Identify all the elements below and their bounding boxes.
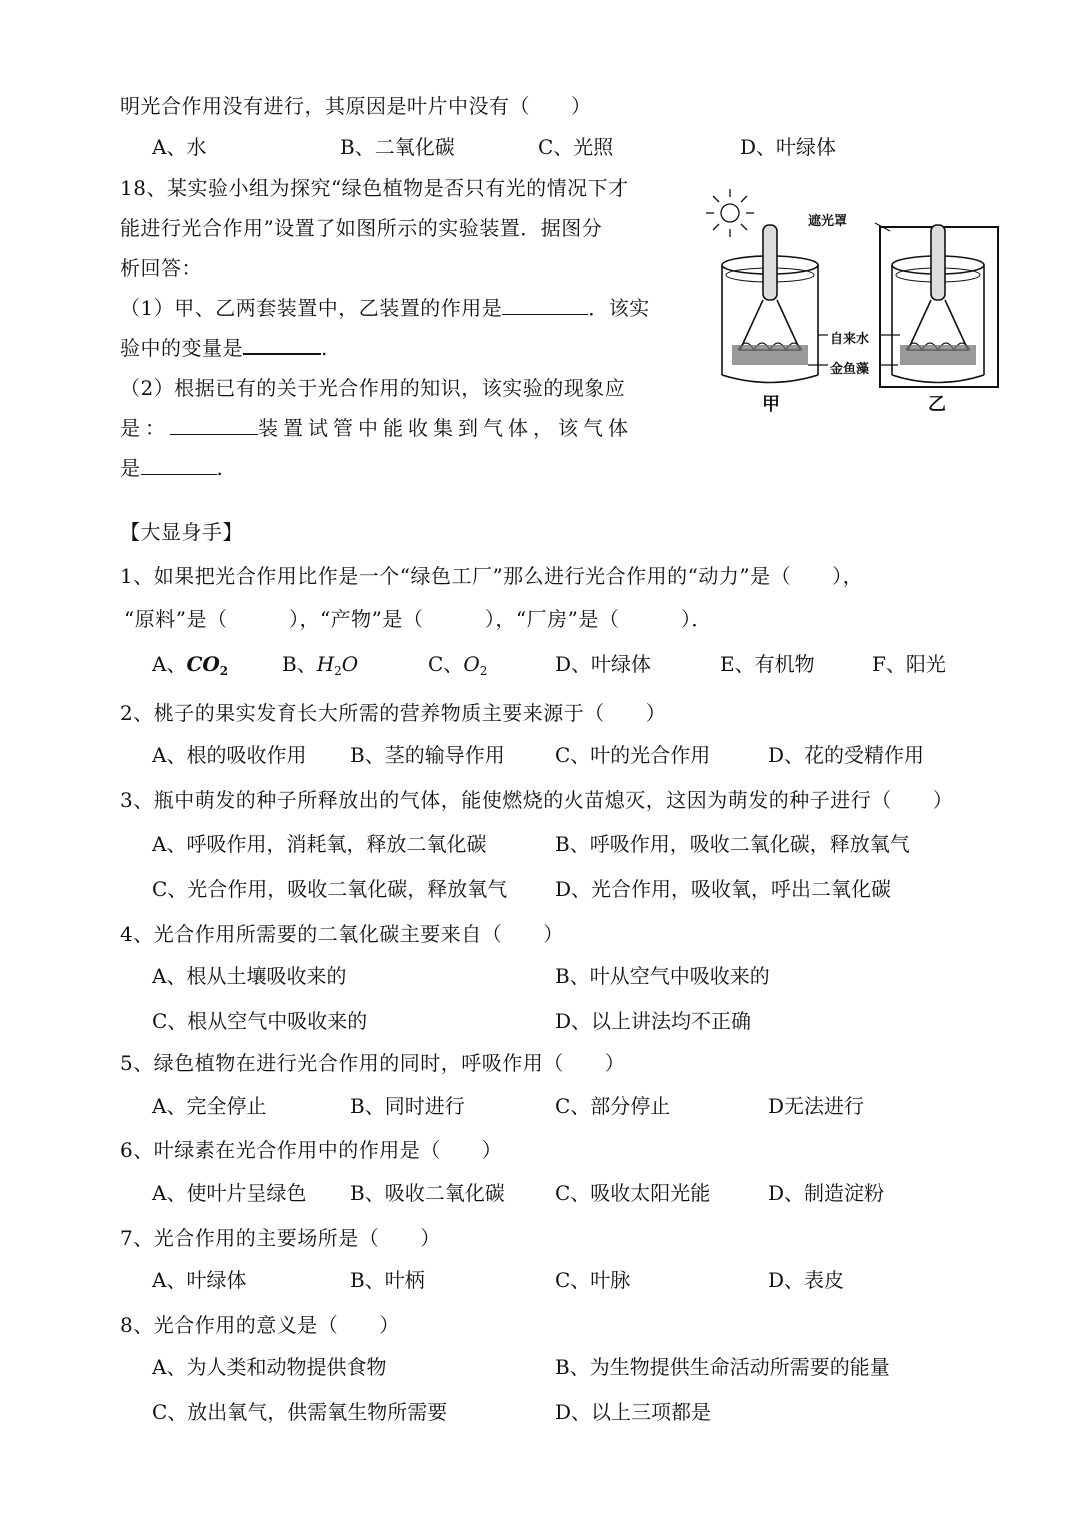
- q1-option-b: B、$H_2O$: [282, 652, 359, 678]
- experiment-apparatus-drawing: [700, 185, 1010, 415]
- label-jia: 甲: [762, 394, 780, 415]
- q18-part-2-is-2: 是: [120, 456, 141, 480]
- q6-option-a: A、使叶片呈绿色: [152, 1181, 307, 1205]
- section-title: 【大显身手】: [120, 520, 243, 544]
- q5-stem: 5、绿色植物在进行光合作用的同时，呼吸作用（ ）: [120, 1051, 626, 1075]
- beaker-jia: [722, 225, 818, 383]
- intro-option-b: B、二氧化碳: [340, 135, 455, 159]
- intro-question-line: 明光合作用没有进行，其原因是叶片中没有（ ）: [120, 94, 592, 118]
- q2-stem: 2、桃子的果实发育长大所需的营养物质主要来源于（ ）: [120, 701, 667, 725]
- answer-blank[interactable]: [170, 416, 258, 435]
- q6-option-b: B、吸收二氧化碳: [350, 1181, 505, 1205]
- q8-option-c: C、放出氧气，供需氧生物所需要: [152, 1400, 448, 1424]
- q5-option-b: B、同时进行: [350, 1094, 465, 1118]
- intro-option-c: C、光照: [538, 135, 614, 159]
- q2-option-c: C、叶的光合作用: [555, 743, 711, 767]
- sun-icon: [706, 189, 754, 237]
- label-goldfish-algae: 金鱼藻: [830, 362, 870, 377]
- q6-stem: 6、叶绿素在光合作用中的作用是（ ）: [120, 1138, 503, 1162]
- q6-option-c: C、吸收太阳光能: [555, 1181, 711, 1205]
- label-light-cover: 遮光罩: [808, 214, 848, 229]
- q5-option-a: A、完全停止: [152, 1094, 267, 1118]
- q1-line-1: 1、如果把光合作用比作是一个“绿色工厂”那么进行光合作用的“动力”是（ ），: [120, 564, 864, 588]
- q2-option-d: D、花的受精作用: [768, 743, 925, 767]
- q3-option-d: D、光合作用，吸收氧，呼出二氧化碳: [555, 877, 892, 901]
- intro-option-d: D、叶绿体: [740, 135, 837, 159]
- q3-option-c: C、光合作用，吸收二氧化碳，释放氧气: [152, 877, 508, 901]
- q7-option-b: B、叶柄: [350, 1268, 425, 1292]
- q1-line-2: “原料”是（ ），“产物”是（ ），“厂房”是（ ）．: [124, 607, 712, 631]
- q8-option-a: A、为人类和动物提供食物: [152, 1355, 387, 1379]
- q18-part-2-line-2: [120, 412, 633, 441]
- q18-part-1-text: （1）甲、乙两套装置中，乙装置的作用是: [120, 296, 503, 320]
- q7-option-a: A、叶绿体: [152, 1268, 247, 1292]
- q8-option-d: D、以上三项都是: [555, 1400, 712, 1424]
- q3-option-a: A、呼吸作用，消耗氧，释放二氧化碳: [152, 832, 487, 856]
- q7-stem: 7、光合作用的主要场所是（ ）: [120, 1226, 441, 1250]
- formula-co2: $CO_2$: [186, 652, 229, 678]
- label-tap-water: 自来水: [830, 332, 870, 347]
- q3-option-b: B、呼吸作用，吸收二氧化碳，释放氧气: [555, 832, 910, 856]
- q18-part-1-line-2: [120, 332, 328, 361]
- q18-part-2-line-3: [120, 452, 223, 481]
- q1-option-e: E、有机物: [720, 652, 815, 676]
- answer-blank[interactable]: [141, 456, 217, 475]
- q4-stem: 4、光合作用所需要的二氧化碳主要来自（ ）: [120, 922, 564, 946]
- q4-option-a: A、根从土壤吸收来的: [152, 964, 347, 988]
- intro-option-a: A、水: [152, 135, 207, 159]
- q1-option-f: F、阳光: [872, 652, 946, 676]
- answer-blank[interactable]: [502, 296, 588, 315]
- q5-option-d: D无法进行: [768, 1094, 865, 1118]
- q18-line-1: 18、某实验小组为探究“绿色植物是否只有光的情况下才: [120, 176, 629, 200]
- q18-variable-text: 验中的变量是: [120, 336, 243, 360]
- q18-part-1-tail: ．该实: [588, 296, 650, 320]
- q18-period-2: .: [216, 456, 224, 480]
- q18-part-1-line: [120, 292, 650, 321]
- q2-option-a: A、根的吸收作用: [152, 743, 307, 767]
- q18-period: .: [321, 336, 328, 360]
- q18-part-2-is: 是：: [120, 416, 170, 440]
- q8-stem: 8、光合作用的意义是（ ）: [120, 1313, 400, 1337]
- q7-option-d: D、表皮: [768, 1268, 845, 1292]
- q7-option-c: C、叶脉: [555, 1268, 631, 1292]
- q4-option-b: B、叶从空气中吸收来的: [555, 964, 770, 988]
- q1-option-d: D、叶绿体: [555, 652, 652, 676]
- q18-part-2-line: （2）根据已有的关于光合作用的知识，该实验的现象应: [120, 376, 626, 400]
- answer-blank[interactable]: [243, 335, 321, 355]
- experiment-figure: [700, 185, 1010, 415]
- q18-line-2: 能进行光合作用”设置了如图所示的实验装置．据图分: [120, 216, 603, 240]
- q6-option-d: D、制造淀粉: [768, 1181, 885, 1205]
- q1-option-a: A、$CO_2$: [152, 652, 229, 678]
- q4-option-c: C、根从空气中吸收来的: [152, 1009, 368, 1033]
- q18-part-2-mid: 装置试管中能收集到气体，该气体: [258, 416, 633, 440]
- q4-option-d: D、以上讲法均不正确: [555, 1009, 752, 1033]
- formula-h2o: $H_2O$: [316, 652, 359, 678]
- q5-option-c: C、部分停止: [555, 1094, 671, 1118]
- beaker-yi: [892, 225, 984, 383]
- label-yi: 乙: [928, 394, 946, 415]
- q2-option-b: B、茎的输导作用: [350, 743, 505, 767]
- q8-option-b: B、为生物提供生命活动所需要的能量: [555, 1355, 890, 1379]
- q18-line-3: 析回答：: [120, 256, 202, 280]
- formula-o2: $O_2$: [463, 652, 488, 678]
- q1-option-c: C、$O_2$: [428, 652, 488, 678]
- q3-stem: 3、瓶中萌发的种子所释放出的气体，能使燃烧的火苗熄灭，这因为萌发的种子进行（ ）: [120, 788, 954, 812]
